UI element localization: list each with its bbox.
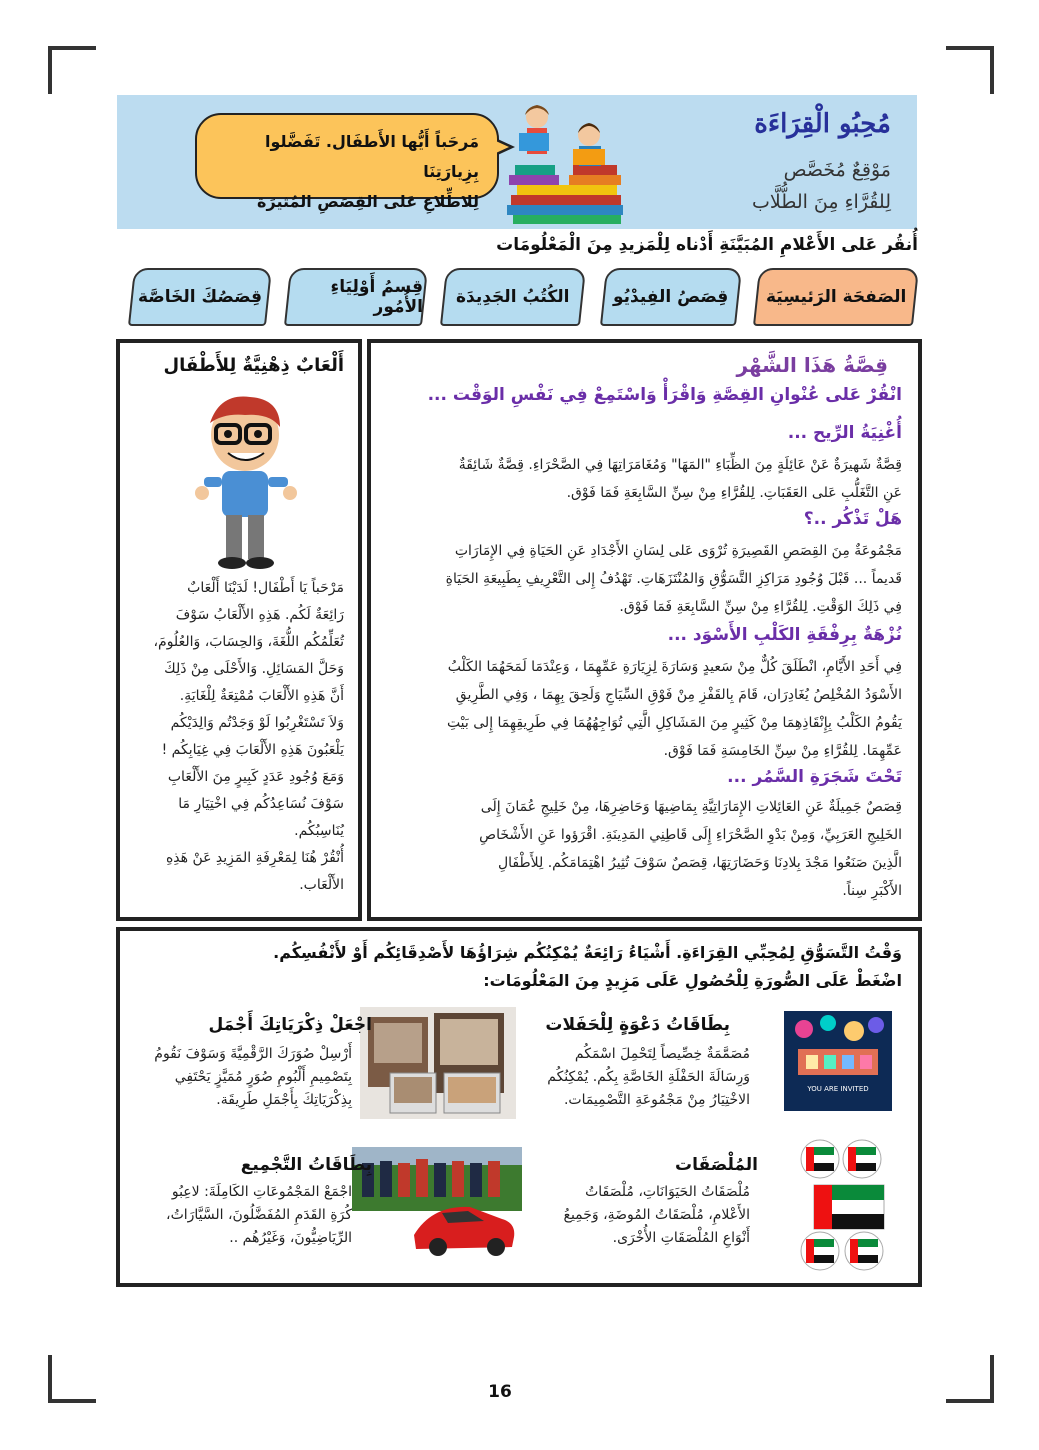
corner-mark-top-left [48, 46, 96, 94]
story-desc-line: عَنِ التَّغَلُّبِ عَلى العَقَبَاتِ. لِلقُرَّاءِ مِنْ سِنِّ السَّابِعَةِ فَمَا فَوْق. [566, 485, 902, 501]
shop-instruction: اضْغَطْ عَلَى الصُّورَةِ لِلْحُصُولِ عَلَى مَزِيدٍ مِنَ المَعْلُومَات: [483, 971, 902, 990]
product-desc-line: مُصَمَّمَةٌ خِصِّيصاً لِتَحْمِلَ اسْمَكُم [574, 1046, 750, 1062]
product-desc-trading-cards [142, 1181, 352, 1250]
product-title-trading-cards[interactable]: بِطَاقَاتُ التَّجْمِيع [240, 1155, 372, 1175]
tab-video-stories[interactable] [600, 268, 742, 326]
site-tagline-line2: لِلقُرَّاءِ مِنَ الطُّلَّاب [752, 191, 891, 213]
invitation-caption: YOU ARE INVITED [807, 1085, 869, 1093]
story-description [378, 451, 902, 507]
story-desc-line: فِي ذَلِكَ الوَقْتِ. لِلقُرَّاءِ مِنْ سِنِّ السَّابِعَةِ فَمَا فَوْق. [619, 599, 902, 615]
story-desc-line: الأَسْوَدُ المُخْلِصُ يُغَادِرَان، قَامَ بِالقَفْزِ مِنْ فَوْقِ السِّيَاجِ وَلَحِقَ بِهِمَا ، وَفِي الطَّرِيقِ [455, 687, 902, 703]
mind-games-title: أَلْعَابٌ ذِهْنِيَّةٌ لِلأَطْفَال [163, 355, 344, 376]
product-desc-line: أَرْسِلْ صُوَرَكَ الرَّقْمِيَّةَ وَسَوْفَ نَقُومُ [154, 1046, 352, 1062]
product-desc-line: اجْمَعْ المَجْمُوعَاتِ الكَامِلَةَ: لاعِبُو [171, 1184, 352, 1200]
product-desc-stickers [540, 1181, 750, 1250]
games-desc-line: مَرْحَباً يَا أَطْفَال! لَدَيْنَا أَلْعَابٌ [187, 580, 344, 596]
site-title: مُحِبُو الْقِرَاءَة [754, 109, 891, 139]
shop-intro: وَقْتُ التَّسَوُّقِ لِمُحِبِّي القِرَاءَةِ. أَشْيَاءُ رَائِعَةٌ يُمْكِنُكُم شِرَاؤُهَا لأَصْدِقَائِكُم أَوْ لأَنْفُسِكُم. [273, 943, 902, 962]
story-desc-line: يَقُومُ الكَلْبُ بِإِنْقَاذِهِمَا مِنْ كَثِيرٍ مِنَ المَشَاكِلِ الَّتِي تُوَاجِهُهُمَا فِي طَرِيقِهِمَا إِلى بَيْتِ [446, 715, 902, 731]
games-desc-line: تُعَلِّمُكُم اللُّغَةَ، وَالحِسَابَ، وَالعُلُومَ، [153, 634, 344, 650]
product-desc-line: الاخْتِيَارُ مِنْ مَجْمُوعَةِ التَّصْمِيمَات. [563, 1092, 750, 1108]
games-desc-line: يُنَاسِبُكُم. [294, 823, 344, 839]
games-desc-line: سَوْفَ نُسَاعِدُكُم فِي اخْتِيَارِ مَا [178, 796, 344, 812]
speech-bubble-tail-fill [487, 137, 509, 157]
tab-your-stories-label: قِصَصُكَ الخَاصَّة [138, 287, 262, 307]
story-desc-line: الخَلِيجِ العَرَبِيِّ، وَمِنْ بَدْوِ الصَّحْرَاءِ إِلَى قَاطِنِي المَدِينَةِ. اقْرَؤوا عَنِ الأَشْخَاصِ [479, 827, 902, 843]
tab-home[interactable] [753, 268, 919, 326]
story-desc-line: قَديماً ... قَبْلَ وُجُودِ مَرَاكِزِ التَّسَوُّقِ وَالمُنْتَزَهَاتِ. تَهْدُفُ إِلى التَّعْرِيفِ بِطَبِيعَةِ الحَيَاةِ [445, 571, 902, 587]
story-link-black-dog[interactable]: نُزْهَةٌ بِرِفْقَةِ الكَلْبِ الأَسْوَد ... [667, 625, 902, 645]
product-desc-invitations [540, 1043, 750, 1112]
product-desc-line: بِذِكْرَيَاتِكَ بِأَجْمَلِ طَرِيقَة. [216, 1092, 352, 1108]
photo-album-image[interactable] [360, 1007, 516, 1119]
games-desc-line: وَحَلَّ المَسَائِلِ. وَالأَحْلَى مِنْ ذَلِكَ [164, 661, 344, 677]
bubble-line1: مَرحَباً أَيُّها الأَطفَال. تَفَضَّلوا بِزِيارَتِنَا [265, 132, 479, 181]
story-link-do-you-remember[interactable]: هَلْ تَذْكُر ..؟ [803, 509, 902, 529]
games-desc-line: رَائِعَةٌ لَكُم. هَذِهِ الأَلْعَابُ سَوْفَ [175, 607, 344, 623]
corner-mark-bottom-right [946, 1355, 994, 1403]
story-desc-line: فِي أَحَدِ الأَيَّامِ، انْطَلَقَ كُلٌّ مِنْ سَعيدٍ وَسَارَةَ لِزِيَارَةِ عَمِّهِمَا ، وَعِنْدَمَا لَمَحَهُمَا الكَلْبُ [447, 659, 902, 675]
product-title-invitations[interactable]: بِطَاقَاتُ دَعْوَةٍ لِلْحَفَلات [545, 1015, 730, 1035]
games-desc-line: أَنَّ هَذِهِ الأَلْعَابَ مُمْتِعَةٌ لِلْغَايَةِ. [179, 688, 344, 704]
story-of-month-title: قِصَّةُ هَذَا الشَّهْر [736, 353, 888, 377]
tab-video-stories-label: قِصَصُ الفِيدْيُو [613, 287, 729, 307]
story-desc-line: عَمِّهِمَا. لِلقُرَّاءِ مِنْ سِنِّ الخَامِسَةِ فَمَا فَوْق. [663, 743, 902, 759]
product-desc-line: الرِّيَاضِيُّونَ، وَغَيْرُهُم .. [229, 1230, 352, 1246]
games-desc-line: الأَلْعَاب. [299, 877, 344, 893]
party-invitation-image[interactable] [784, 1011, 892, 1111]
story-desc-line: قِصَّةٌ شَهيرَةٌ عَنْ عَائِلَةٍ مِنَ الظِّبَاءِ "المَهَا" وَمُغَامَرَاتِهَا فِي الصَّحْرَاءِ. قِصَّةٌ شَائِقَةٌ [458, 457, 902, 473]
story-desc-line: الأَكْبَرِ سِناً. [842, 883, 902, 899]
product-title-stickers[interactable]: المُلْصَقَات [675, 1155, 758, 1175]
tab-new-books[interactable] [440, 268, 586, 326]
bubble-line2: لِلاطِّلاعِ عَلى القِصَصِ المُثيرَة [257, 192, 479, 211]
welcome-speech-bubble [195, 113, 499, 211]
games-desc-line: وَلاَ تَسْتَغْرِبُوا لَوْ وَجَدْتُم وَالِدَيْكُم [170, 715, 344, 731]
story-desc-line: مَجْمُوعَةٌ مِنَ القِصَصِ القَصِيرَةِ تُرْوَى عَلى لِسَانِ الأَجْدَادِ عَنِ الحَيَاةِ فِي الإِمَارَاتِ [454, 543, 902, 559]
product-title-photo-album[interactable]: اجْعَلْ ذِكْرَيَاتِكَ أَجْمَل [208, 1015, 372, 1035]
story-desc-line: قِصَصٌ جَمِيلَةٌ عَنِ العَائِلاتِ الإِمَارَاتِيَّةِ بِمَاضِيهَا وَحَاضِرِهَا، مِنْ خَلِيجِ عُمَانَ إِلَى [480, 799, 902, 815]
shopping-panel [116, 927, 922, 1287]
reading-kids-illustration [503, 99, 627, 225]
product-desc-line: الأَعْلامِ، مُلْصَقَاتُ المُوضَةِ، وَجَمِيعُ [563, 1207, 750, 1223]
games-desc-line: وَمَعَ وُجُودِ عَدَدٍ كَبِيرٍ مِنَ الأَلْعَابِ [167, 769, 344, 785]
page-number: 16 [488, 1382, 512, 1402]
product-desc-line: بِتَصْمِيمِ أَلْبُومِ صُوَرٍ مُمَيَّزٍ يَحْتَفِي [174, 1069, 352, 1085]
games-desc-line: يَلْعَبُونَ هَذِهِ الأَلْعَابَ فِي غِيَابِكُم ! [161, 742, 344, 758]
story-link-song-of-wind[interactable]: أُغْنِيَةُ الرِّيح ... [787, 423, 902, 443]
nav-hint: أُنقُر عَلى الأَعْلامِ المُبَيَّنَةِ أَدْناه لِلْمَزيدِ مِنَ الْمَعْلُومَات [496, 235, 918, 255]
story-link-samr-tree[interactable]: تَحْتَ شَجَرَةِ السَّمُر ... [727, 767, 902, 787]
mind-games-panel [116, 339, 362, 921]
story-description [378, 793, 902, 905]
site-tagline-line1: مَوْقِعٌ مُخَصَّص [783, 159, 891, 181]
story-of-month-intro: انْقُرْ عَلى عُنْوانِ القِصَّةِ وَاقْرَأْ وَاسْتَمِعْ فِي نَفْسِ الوَقْت ... [427, 385, 902, 405]
tab-parents-label: قِسمُ أَوْلِيَاءِ الأُمُور [330, 277, 423, 317]
product-desc-line: أَنْوَاعِ المُلْصَقَاتِ الأُخْرَى. [612, 1230, 750, 1246]
product-desc-line: كُرَةِ القَدَمِ المُفَضَّلُونَ، السَّيَّارَاتُ، [166, 1207, 352, 1223]
story-description [378, 653, 902, 765]
games-more-link[interactable]: أُنْقُرْ هُنَا لِمَعْرِفَةِ المَزِيدِ عَنْ هَذِهِ [165, 850, 344, 866]
corner-mark-top-right [946, 46, 994, 94]
story-desc-line: الَّذِينَ صَنَعُوا مَجْدَ بِلادِنَا وَحَضَارَتِهَا، قِصَصٌ سَوْفَ تُثِيرُ اهْتِمَامَكُم. لِلأَطْفَالِ [497, 855, 902, 871]
trading-cards-image[interactable] [352, 1147, 522, 1257]
story-description [378, 537, 902, 621]
tab-home-label: الصَفحَة الرَئيسِيَة [765, 287, 907, 307]
product-desc-photo-album [142, 1043, 352, 1112]
flag-stickers-image[interactable] [800, 1137, 886, 1275]
corner-mark-bottom-left [48, 1355, 96, 1403]
product-desc-line: وَرِسَالَةَ الحَفْلَةِ الخَاصَّةِ بِكُم. يُمْكِنُكُم [547, 1069, 750, 1085]
tab-parents[interactable] [284, 268, 428, 326]
product-desc-line: مُلْصَقَاتُ الحَيَوَانَاتِ، مُلْصَقَاتُ [585, 1184, 750, 1200]
tab-your-stories[interactable] [128, 268, 272, 326]
tab-new-books-label: الكُتُبُ الجَدِيدَة [456, 287, 570, 307]
site-header [117, 95, 917, 229]
story-of-month-panel [367, 339, 922, 921]
mind-games-description [128, 575, 344, 899]
cartoon-boy-illustration [180, 393, 310, 573]
